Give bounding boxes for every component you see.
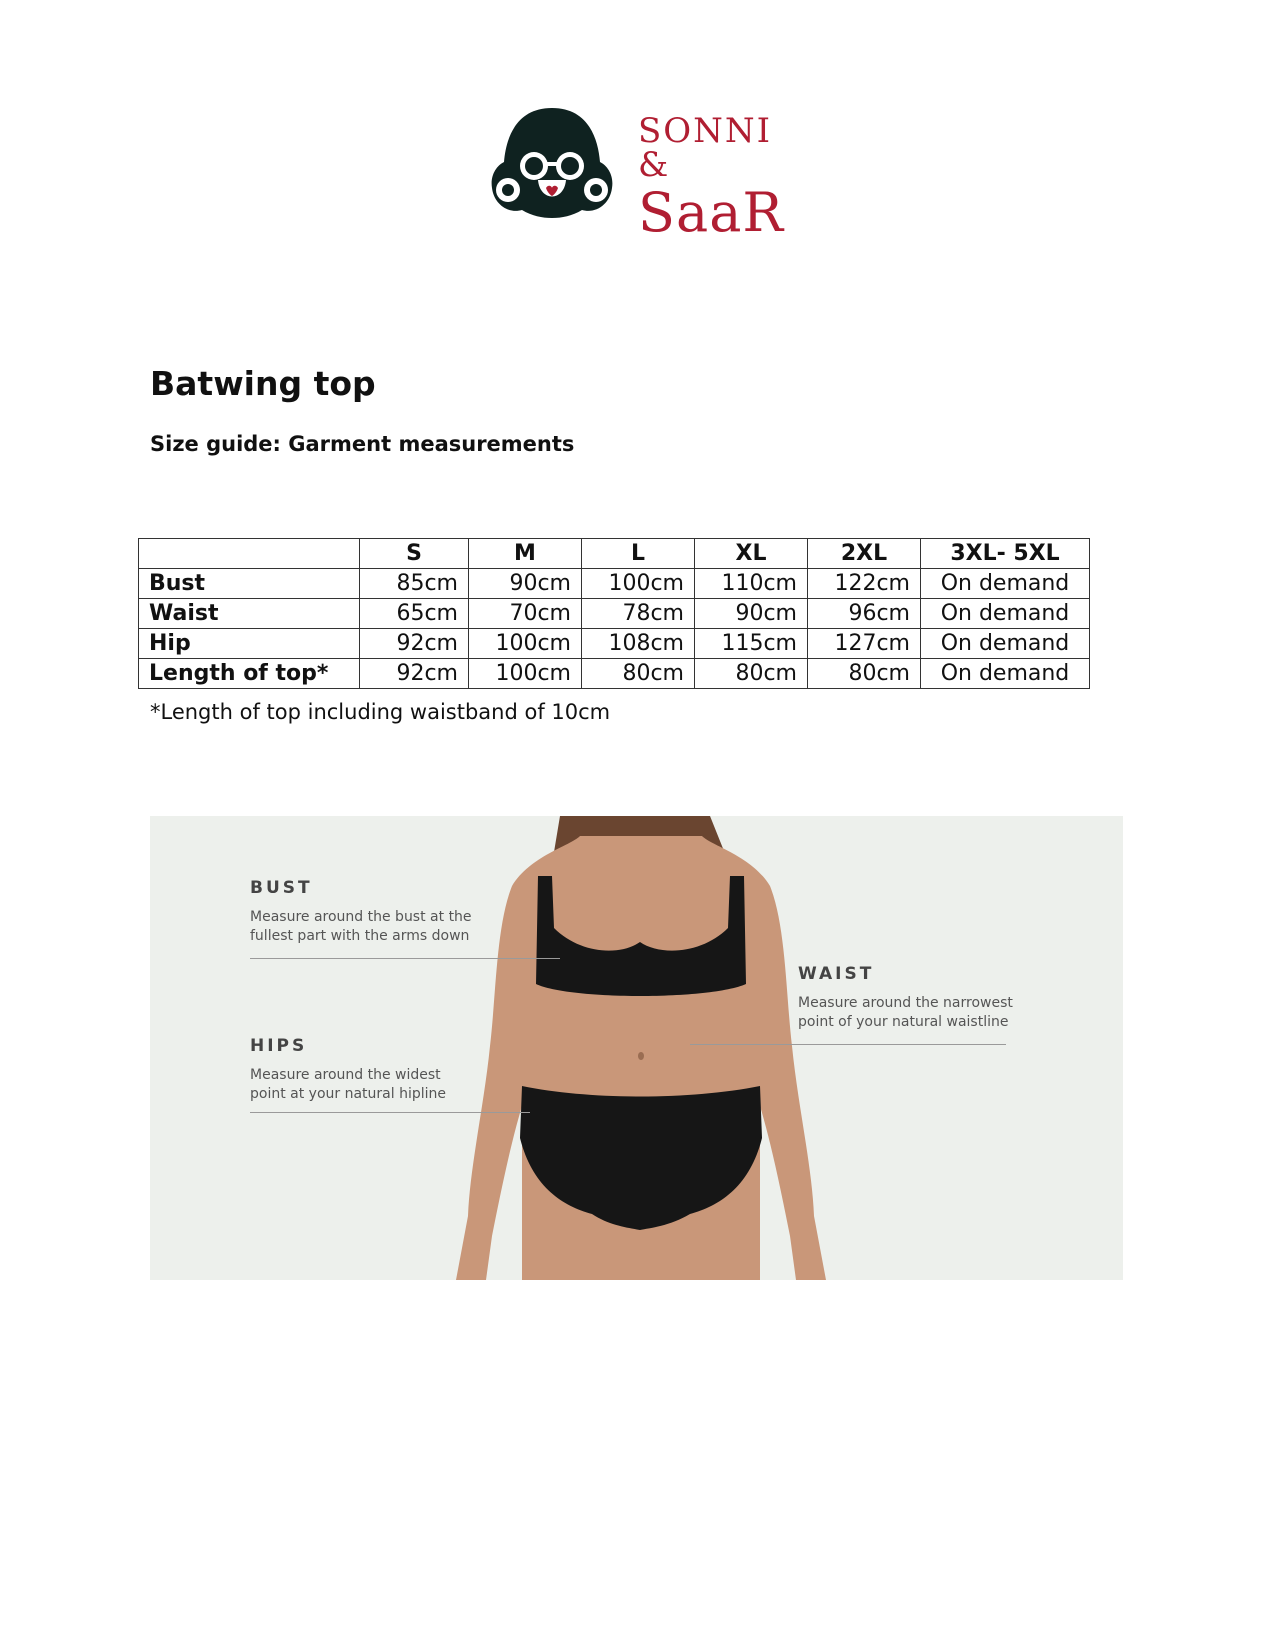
hips-callout xyxy=(250,1036,480,1104)
table-cell: On demand xyxy=(921,569,1090,599)
table-header-cell: 3XL- 5XL xyxy=(921,539,1090,569)
table-header-row xyxy=(139,539,1090,569)
table-header-cell xyxy=(139,539,360,569)
table-header-cell: L xyxy=(582,539,695,569)
row-label: Bust xyxy=(139,569,360,599)
waist-leader-line xyxy=(690,1044,1006,1045)
waist-description: Measure around the narrowest point of your natural waistline xyxy=(798,995,1013,1030)
table-cell: 100cm xyxy=(582,569,695,599)
brand-name-line1: SONNI & xyxy=(638,111,773,185)
table-cell: 122cm xyxy=(808,569,921,599)
waist-callout xyxy=(798,964,1028,1032)
row-label: Hip xyxy=(139,629,360,659)
table-cell: 115cm xyxy=(695,629,808,659)
page-title: Batwing top xyxy=(150,364,376,403)
hips-leader-line xyxy=(250,1112,530,1113)
table-cell: 90cm xyxy=(469,569,582,599)
brand-wordmark xyxy=(638,111,788,244)
table-header-cell: S xyxy=(360,539,469,569)
table-header-cell: M xyxy=(469,539,582,569)
table-row xyxy=(139,659,1090,689)
table-cell: 110cm xyxy=(695,569,808,599)
row-label: Waist xyxy=(139,599,360,629)
measurement-guide-figure xyxy=(150,816,1123,1280)
waist-heading: WAIST xyxy=(798,964,875,984)
size-table xyxy=(138,538,1090,689)
table-cell: 96cm xyxy=(808,599,921,629)
table-cell: 80cm xyxy=(695,659,808,689)
table-cell: 80cm xyxy=(808,659,921,689)
table-row xyxy=(139,569,1090,599)
table-cell: 92cm xyxy=(360,629,469,659)
table-cell: On demand xyxy=(921,629,1090,659)
table-cell: 80cm xyxy=(582,659,695,689)
hips-heading: HIPS xyxy=(250,1036,308,1056)
table-header-cell: 2XL xyxy=(808,539,921,569)
table-cell: On demand xyxy=(921,659,1090,689)
table-row xyxy=(139,629,1090,659)
table-cell: 92cm xyxy=(360,659,469,689)
page-subtitle: Size guide: Garment measurements xyxy=(150,432,575,456)
bust-callout xyxy=(250,878,480,946)
table-cell: 90cm xyxy=(695,599,808,629)
row-label: Length of top* xyxy=(139,659,360,689)
table-cell: 70cm xyxy=(469,599,582,629)
table-cell: 85cm xyxy=(360,569,469,599)
table-cell: 65cm xyxy=(360,599,469,629)
table-cell: On demand xyxy=(921,599,1090,629)
table-cell: 108cm xyxy=(582,629,695,659)
brand-name-line2: SaaR xyxy=(638,181,785,244)
table-header-cell: XL xyxy=(695,539,808,569)
bust-heading: BUST xyxy=(250,878,313,898)
brand-logo xyxy=(488,104,788,244)
table-cell: 127cm xyxy=(808,629,921,659)
table-footnote: *Length of top including waistband of 10cm xyxy=(150,700,611,724)
bust-leader-line xyxy=(250,958,560,959)
hips-description: Measure around the widest point at your natural hipline xyxy=(250,1067,447,1102)
brand-mark-icon xyxy=(488,104,616,220)
bust-description: Measure around the bust at the fullest part with the arms down xyxy=(250,909,472,944)
table-cell: 100cm xyxy=(469,629,582,659)
table-row xyxy=(139,599,1090,629)
table-cell: 78cm xyxy=(582,599,695,629)
table-cell: 100cm xyxy=(469,659,582,689)
